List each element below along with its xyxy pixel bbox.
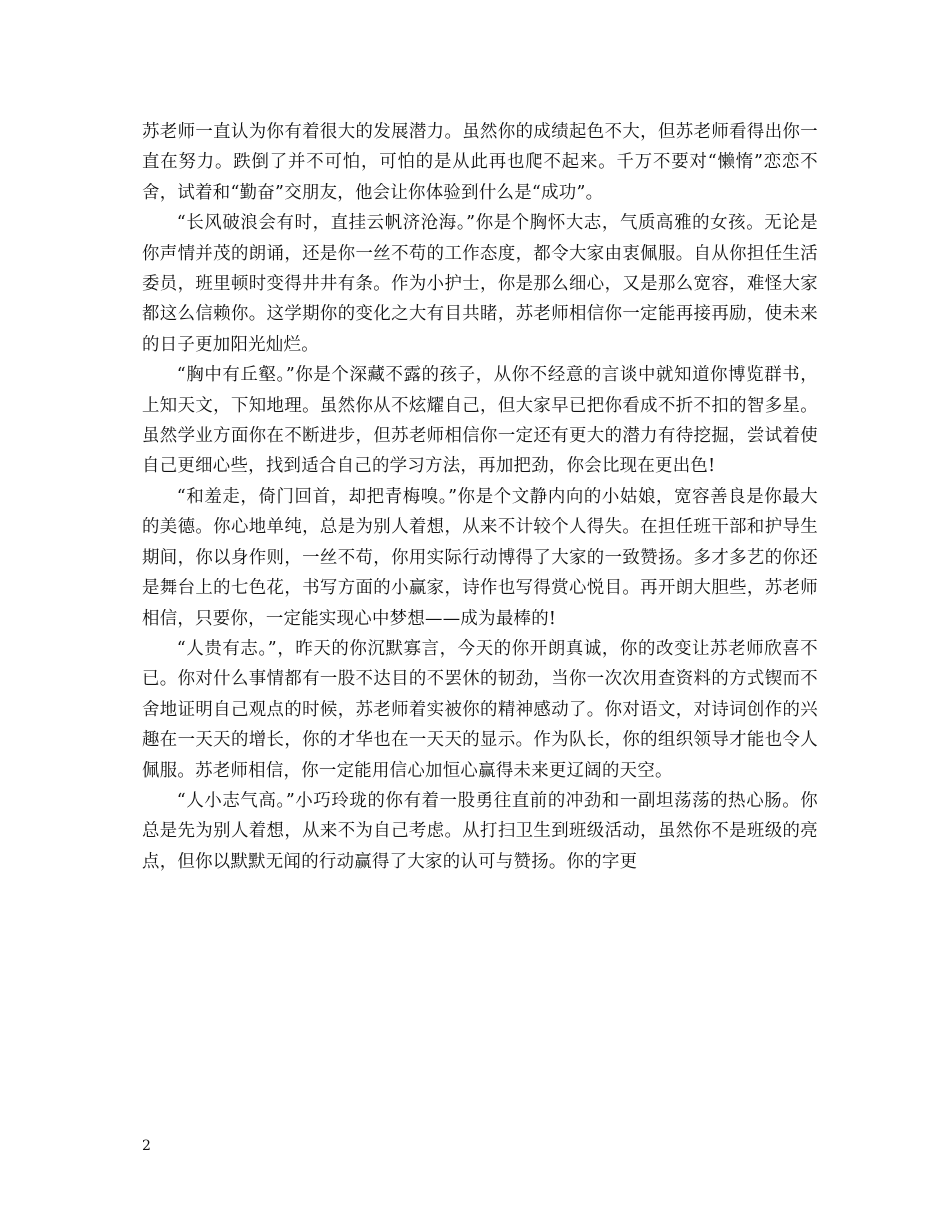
paragraph-5: “人贵有志。”，昨天的你沉默寡言，今天的你开朗真诚，你的改变让苏老师欣喜不已。你对什么事情都有一股不达目的不罢休的韧劲，当你一次次用查资料的方式锲而不舍地证明自己观点的时候，苏老师着实被你的精神感动了。你对语文，对诗词创作的兴趣在一天天的增长，你的才华也在一天天的显示。作为队长，你的组织领导才能也令人佩服。苏老师相信，你一定能用信心加恒心赢得未来更辽阔的天空。	[142, 638, 818, 781]
paragraph-3: “胸中有丘壑。”你是个深藏不露的孩子，从你不经意的言谈中就知道你博览群书，上知天文，下知地理。虽然你从不炫耀自己，但大家早已把你看成不折不扣的智多星。虽然学业方面你在不断进步，但苏老师相信你一定还有更大的潜力有待挖掘，尝试着使自己更细心些，找到适合自己的学习方法，再加把劲，你会比现在更出色!	[142, 365, 818, 477]
document-body	[142, 117, 818, 877]
page-number: 2	[142, 1138, 151, 1154]
paragraph-6: “人小志气高。”小巧玲珑的你有着一股勇往直前的冲劲和一副坦荡荡的热心肠。你总是先为别人着想，从来不为自己考虑。从打扫卫生到班级活动，虽然你不是班级的亮点，但你以默默无闻的行动赢得了大家的认可与赞扬。你的字更	[142, 790, 818, 872]
paragraph-2: “长风破浪会有时，直挂云帆济沧海。”你是个胸怀大志，气质高雅的女孩。无论是你声情并茂的朗诵，还是你一丝不苟的工作态度，都令大家由衷佩服。自从你担任生活委员，班里顿时变得井井有条。作为小护士，你是那么细心，又是那么宽容，难怪大家都这么信赖你。这学期你的变化之大有目共睹，苏老师相信你一定能再接再励，使未来的日子更加阳光灿烂。	[142, 213, 818, 355]
paragraph-4: “和羞走，倚门回首，却把青梅嗅。”你是个文静内向的小姑娘，宽容善良是你最大的美德。你心地单纯，总是为别人着想，从来不计较个人得失。在担任班干部和护导生期间，你以身作则，一丝不苟，你用实际行动博得了大家的一致赞扬。多才多艺的你还是舞台上的七色花，书写方面的小赢家，诗作也写得赏心悦目。再开朗大胆些，苏老师相信，只要你，一定能实现心中梦想——成为最棒的!	[142, 486, 818, 629]
paragraph-1: 苏老师一直认为你有着很大的发展潜力。虽然你的成绩起色不大，但苏老师看得出你一直在努力。跌倒了并不可怕，可怕的是从此再也爬不起来。千万不要对“懒惰”恋恋不舍，试着和“勤奋”交朋友，他会让你体验到什么是“成功”。	[142, 122, 818, 203]
